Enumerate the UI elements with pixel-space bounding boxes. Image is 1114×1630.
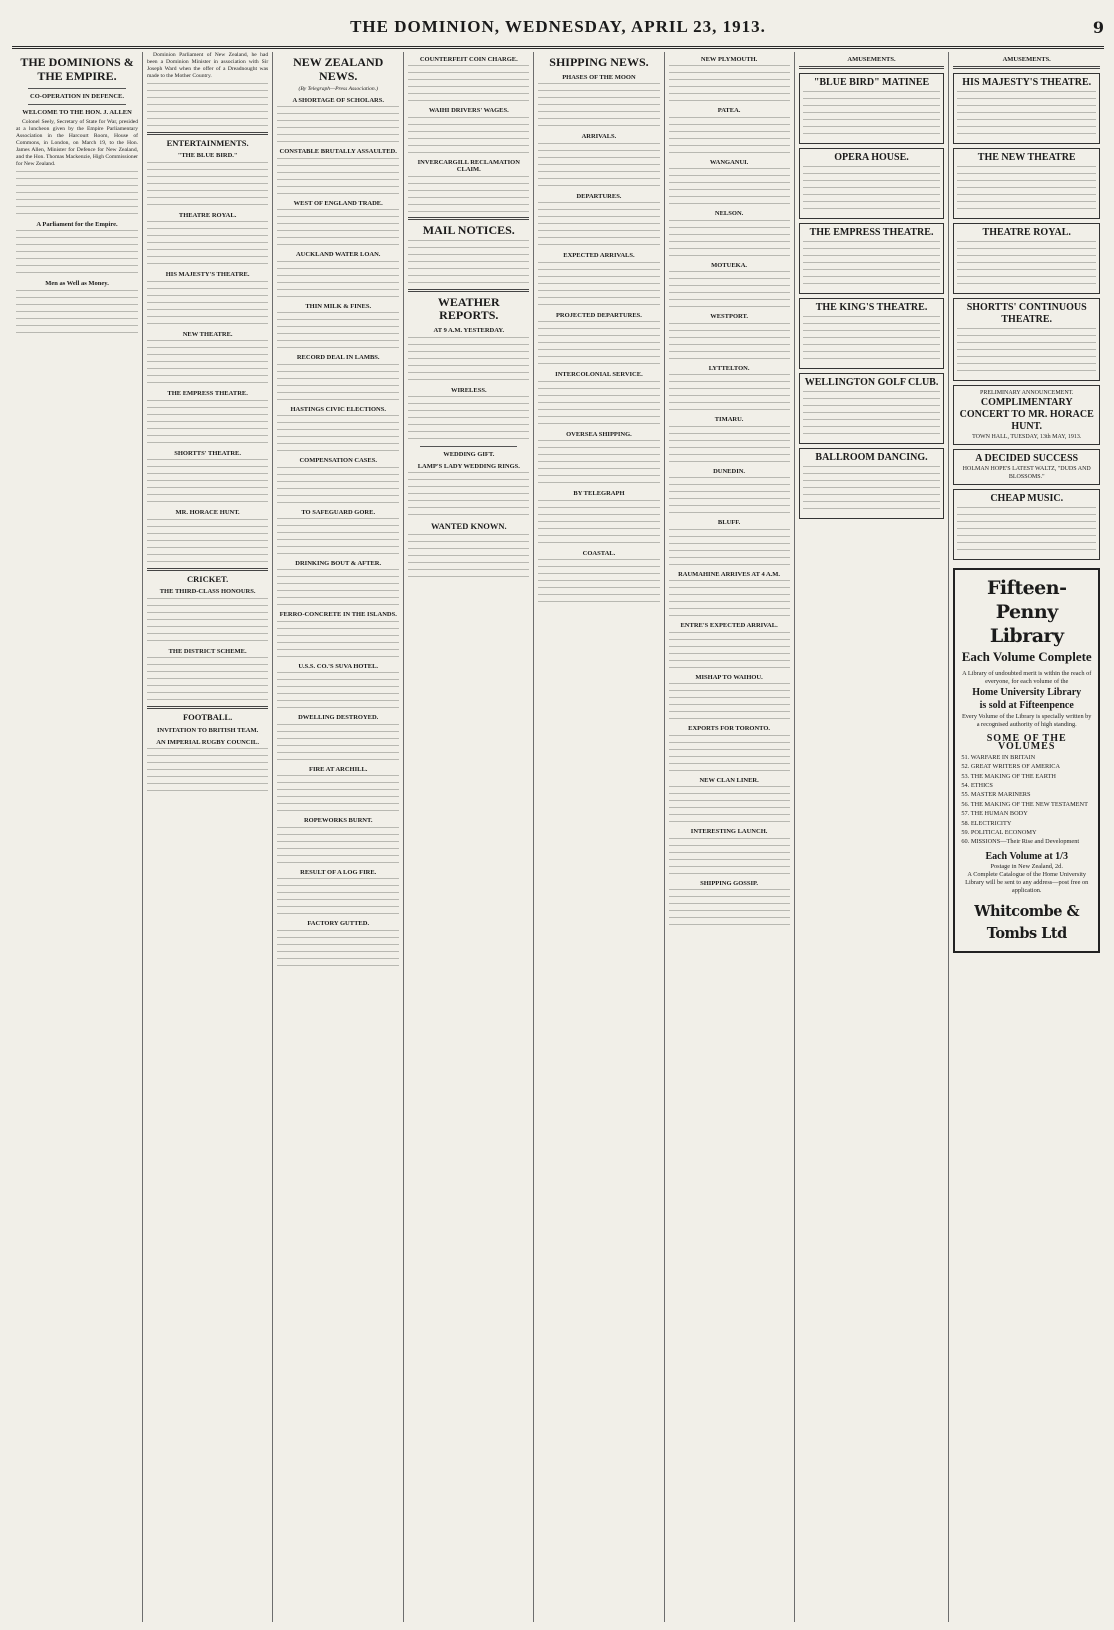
nz-news-subhead: WEST OF ENGLAND TRADE. xyxy=(293,199,383,207)
article-body xyxy=(669,117,790,155)
divider xyxy=(408,289,529,292)
subhead-departures: DEPARTURES. xyxy=(576,192,622,200)
divider xyxy=(28,104,126,105)
article-body xyxy=(277,415,399,453)
shipping-subhead: DUNEDIN. xyxy=(713,467,746,475)
ad-theatre-royal xyxy=(953,223,1100,294)
nz-news-subhead: CONSTABLE BRUTALLY ASSAULTED. xyxy=(279,148,397,156)
column-3 xyxy=(273,52,404,1622)
ad-body xyxy=(803,166,941,212)
ad-title: CHEAP MUSIC. xyxy=(990,493,1064,505)
library-subtitle: Each Volume Complete xyxy=(961,649,1092,665)
ad-blue-bird xyxy=(799,73,945,144)
nz-news-subhead: RESULT OF A LOG FIRE. xyxy=(300,868,377,876)
library-volume: 60. MISSIONS—Their Rise and Development xyxy=(961,838,1080,846)
shipping-subhead: NEW PLYMOUTH. xyxy=(700,56,758,63)
subhead-oversea: OVERSEA SHIPPING. xyxy=(566,430,632,438)
library-volume-list xyxy=(961,753,1092,847)
subhead-wedding-gift: WEDDING GIFT. xyxy=(443,451,495,459)
article-body xyxy=(147,83,268,129)
article-body xyxy=(277,621,399,659)
ad-title: THEATRE ROYAL. xyxy=(982,227,1071,239)
article-body xyxy=(16,230,138,276)
ad-title: A DECIDED SUCCESS xyxy=(975,453,1079,465)
library-volume: 52. GREAT WRITERS OF AMERICA xyxy=(961,763,1060,771)
article-body xyxy=(16,290,138,336)
news-subhead: COUNTERFEIT COIN CHARGE. xyxy=(419,56,518,63)
ad-title: THE NEW THEATRE xyxy=(977,152,1076,164)
column-1 xyxy=(12,52,143,1622)
article-body xyxy=(538,202,659,248)
article-body xyxy=(277,569,399,607)
subhead-invitation: INVITATION TO BRITISH TEAM. xyxy=(156,727,259,735)
shipping-subhead: RAUMAHINE ARRIVES AT 4 A.M. xyxy=(678,570,781,578)
ad-title: OPERA HOUSE. xyxy=(834,152,909,164)
subhead-arrivals: ARRIVALS. xyxy=(581,133,617,141)
library-volume: 53. THE MAKING OF THE EARTH xyxy=(961,772,1056,780)
ad-body xyxy=(803,91,941,137)
article-body xyxy=(669,580,790,618)
nz-news-subhead: U.S.S. CO.'S SUVA HOTEL. xyxy=(298,662,379,670)
columns xyxy=(12,52,1104,1622)
subhead-projected: PROJECTED DEPARTURES. xyxy=(555,311,642,319)
amusements-header: AMUSEMENTS. xyxy=(847,56,896,63)
subhead-theatre-royal: THEATRE ROYAL. xyxy=(178,211,237,219)
nz-news-subhead: TO SAFEGUARD GORE. xyxy=(301,508,376,516)
masthead xyxy=(12,8,1104,49)
subhead-coastal: COASTAL. xyxy=(582,549,616,557)
news-items xyxy=(408,56,529,214)
article-body xyxy=(277,930,399,968)
subhead-weather-time: AT 9 A.M. YESTERDAY. xyxy=(433,327,505,335)
article-body xyxy=(408,65,529,103)
subhead-cooperation: CO-OPERATION IN DEFENCE. xyxy=(30,92,124,100)
page-number: 9 xyxy=(1092,17,1104,37)
nz-news-subhead: ROPEWORKS BURNT. xyxy=(303,817,373,825)
ad-concert xyxy=(953,385,1100,445)
library-volume: 54. ETHICS xyxy=(961,782,993,789)
divider xyxy=(420,446,517,447)
ad-title: THE KING'S THEATRE. xyxy=(815,302,928,314)
subhead-district-scheme: THE DISTRICT SCHEME. xyxy=(168,647,247,655)
library-price-line: is sold at Fifteenpence xyxy=(979,700,1074,712)
headline-entertainments: ENTERTAINMENTS. xyxy=(166,137,249,148)
library-volume: 51. WARFARE IN BRITAIN xyxy=(961,753,1036,761)
article-body xyxy=(538,321,659,367)
library-volume: 59. POLITICAL ECONOMY xyxy=(961,829,1037,837)
article-body xyxy=(147,400,268,446)
article-body xyxy=(277,364,399,402)
byline: (By Telegraph—Press Association.) xyxy=(298,85,378,92)
article-body xyxy=(147,598,268,644)
nz-news-subhead: AUCKLAND WATER LOAN. xyxy=(295,251,381,259)
shipping-subhead: INTERESTING LAUNCH. xyxy=(690,828,768,836)
nz-news-items xyxy=(277,97,399,968)
column-7 xyxy=(795,52,950,1622)
headline-shipping: SHIPPING NEWS. xyxy=(549,55,649,69)
ad-wanted-known: WANTED KNOWN. xyxy=(431,521,507,532)
article-body xyxy=(147,340,268,386)
article-body xyxy=(669,838,790,876)
library-volume: 57. THE HUMAN BODY xyxy=(961,810,1028,818)
ad-body xyxy=(408,472,529,518)
article-body xyxy=(147,281,268,327)
nz-news-subhead: DRINKING BOUT & AFTER. xyxy=(295,559,382,567)
article-body xyxy=(669,786,790,824)
shipping-subhead: ENTRE'S EXPECTED ARRIVAL. xyxy=(680,622,778,630)
nz-news-subhead: HASTINGS CIVIC ELECTIONS. xyxy=(290,405,386,413)
article-body xyxy=(277,672,399,710)
article-body xyxy=(538,559,659,605)
divider xyxy=(147,706,268,709)
ad-empress xyxy=(799,223,945,294)
article-body xyxy=(538,440,659,486)
article-body xyxy=(669,271,790,309)
ad-golf-club xyxy=(799,373,945,444)
subhead-third-class: THE THIRD-CLASS HONOURS. xyxy=(159,588,256,596)
article-body xyxy=(669,220,790,258)
ad-title: SHORTTS' CONTINUOUS THEATRE. xyxy=(966,302,1087,326)
article-body xyxy=(669,683,790,721)
article-body xyxy=(277,724,399,762)
article-body xyxy=(277,467,399,505)
subhead-by-telegraph: BY TELEGRAPH xyxy=(573,490,625,498)
shipping-subhead: BLUFF. xyxy=(717,519,741,527)
ad-body xyxy=(803,241,941,287)
article-body xyxy=(669,374,790,412)
column-6 xyxy=(665,52,795,1622)
divider xyxy=(28,88,126,89)
shipping-subhead: NELSON. xyxy=(714,210,744,218)
library-body: Every Volume of the Library is specially written by a recognised authority of high standing. xyxy=(961,713,1092,729)
library-postage: Postage in New Zealand, 2d. xyxy=(990,862,1063,870)
library-each-volume: Each Volume at 1/3 xyxy=(985,850,1068,862)
shipping-subhead: WANGANUI. xyxy=(709,158,749,166)
shipping-subhead: WESTPORT. xyxy=(710,313,748,321)
article-body xyxy=(408,176,529,214)
ad-title: THE EMPRESS THEATRE. xyxy=(809,227,934,239)
column-5 xyxy=(534,52,664,1622)
article-body xyxy=(147,162,268,208)
library-publisher: Whitcombe & Tombs Ltd xyxy=(974,902,1080,942)
subhead-horace-hunt: MR. HORACE HUNT. xyxy=(175,509,240,517)
nz-news-subhead: FACTORY GUTTED. xyxy=(307,920,370,928)
article-body xyxy=(408,396,529,442)
ad-ballroom xyxy=(799,448,945,519)
subhead-wireless: WIRELESS. xyxy=(451,386,487,394)
ad-body xyxy=(957,241,1096,287)
library-title: Fifteen-Penny Library xyxy=(986,577,1067,648)
shipping-subhead: NEW CLAN LINER. xyxy=(699,776,759,784)
article-body xyxy=(277,518,399,556)
ad-body xyxy=(957,328,1096,374)
library-brand: Home University Library xyxy=(972,687,1082,699)
nz-news-subhead: FERRO-CONCRETE IN THE ISLANDS. xyxy=(279,611,397,619)
ad-body xyxy=(803,466,941,512)
library-intro: A Library of undoubted merit is within the reach of everyone, for each volume of the xyxy=(962,670,1092,686)
nz-news-subhead: FIRE AT ARCHILL. xyxy=(308,765,368,773)
subhead-empress: THE EMPRESS THEATRE. xyxy=(167,390,248,398)
subhead-his-majestys: HIS MAJESTY'S THEATRE. xyxy=(165,271,250,279)
shipping-subhead: EXPORTS FOR TORONTO. xyxy=(688,725,771,733)
article-body xyxy=(538,381,659,427)
column-8 xyxy=(949,52,1104,1622)
article-body xyxy=(277,827,399,865)
divider xyxy=(147,568,268,571)
ad-his-majestys xyxy=(953,73,1100,144)
article-lead: Colonel Seely, Secretary of State for War, presided at a luncheon given by the Empire Parliamentary Association in the Harcourt Room, House of Commons, in London, on March 19, to the Hon. James Allen, Minister for Defence for New Zealand, and the Hon. Thomas Mackenzie, High Commissioner for New Zealand. xyxy=(16,118,139,168)
ad-fifteen-penny-library xyxy=(953,568,1100,952)
article-body xyxy=(669,168,790,206)
divider xyxy=(408,217,529,220)
ad-title: HIS MAJESTY'S THEATRE. xyxy=(962,77,1092,89)
headline-football: FOOTBALL. xyxy=(182,712,233,723)
nz-news-subhead: RECORD DEAL IN LAMBS. xyxy=(296,354,380,362)
ad-lamp: LAMP'S LADY WEDDING RINGS. xyxy=(417,462,520,470)
subhead-men-money: Men as Well as Money. xyxy=(45,280,109,288)
article-body xyxy=(538,500,659,546)
article-body xyxy=(147,221,268,267)
article-body xyxy=(538,143,659,189)
shipping-subhead: TIMARU. xyxy=(714,416,744,424)
article-body xyxy=(669,477,790,515)
subhead-intercolonial: INTERCOLONIAL SERVICE. xyxy=(555,371,643,379)
article-body xyxy=(669,632,790,670)
library-volumes-heading: SOME OF THE VOLUMES xyxy=(986,733,1067,752)
headline-cricket: CRICKET. xyxy=(187,573,229,584)
subhead-shortts: SHORTTS' THEATRE. xyxy=(174,449,241,457)
article-body xyxy=(408,117,529,155)
ad-body: COMPLIMENTARY CONCERT TO MR. HORACE HUNT. xyxy=(959,397,1094,433)
ad-title: PRELIMINARY ANNOUNCEMENT. xyxy=(980,390,1074,397)
library-volume: 56. THE MAKING OF THE NEW TESTAMENT xyxy=(961,800,1088,808)
shipping-subhead: SHIPPING GOSSIP. xyxy=(700,879,759,887)
ad-body: HOLMAN HOPE'S LATEST WALTZ, "DUDS AND BLOSSOMS." xyxy=(962,466,1091,481)
ad-kings-theatre xyxy=(799,298,945,369)
subhead-expected: EXPECTED ARRIVALS. xyxy=(563,252,635,260)
ad-waltz xyxy=(953,449,1100,485)
ad-title: BALLROOM DANCING. xyxy=(815,452,928,464)
masthead-title: THE DOMINION, WEDNESDAY, APRIL 23, 1913. xyxy=(350,17,766,36)
subhead-parliament: A Parliament for the Empire. xyxy=(36,220,118,228)
ad-body xyxy=(957,166,1096,212)
article-body xyxy=(538,262,659,308)
headline-nz-news: NEW ZEALAND NEWS. xyxy=(293,55,384,83)
article-body xyxy=(147,459,268,505)
ad-when: TOWN HALL, TUESDAY, 13th MAY, 1913. xyxy=(972,434,1082,441)
ad-opera-house xyxy=(799,148,945,219)
subhead-new-theatre: NEW THEATRE. xyxy=(182,330,233,338)
article-body xyxy=(277,261,399,299)
shipping-items xyxy=(669,56,790,927)
divider xyxy=(147,132,268,135)
nz-news-subhead: A SHORTAGE OF SCHOLARS. xyxy=(292,96,384,104)
article-body xyxy=(669,65,790,103)
article-body xyxy=(669,529,790,567)
article-body xyxy=(277,106,399,144)
article-body xyxy=(147,657,268,703)
subhead-welcome: WELCOME TO THE HON. J. ALLEN xyxy=(22,109,132,117)
article-body xyxy=(669,323,790,361)
nz-news-subhead: COMPENSATION CASES. xyxy=(299,457,377,465)
article-body xyxy=(277,878,399,916)
shipping-subhead: MOTUEKA. xyxy=(711,261,748,269)
subhead-rugby-council: AN IMPERIAL RUGBY COUNCIL. xyxy=(156,738,259,746)
article-body xyxy=(277,158,399,196)
nz-news-subhead: DWELLING DESTROYED. xyxy=(298,714,379,722)
ad-body xyxy=(408,534,529,580)
news-subhead: INVERCARGILL RECLAMATION CLAIM. xyxy=(417,158,520,174)
ad-title: "BLUE BIRD" MATINEE xyxy=(813,77,930,89)
article-body xyxy=(277,775,399,813)
column-2 xyxy=(143,52,273,1622)
article-body xyxy=(16,171,138,217)
divider xyxy=(953,66,1100,69)
ad-shortts xyxy=(953,298,1100,381)
headline-mail-notices: MAIL NOTICES. xyxy=(422,222,515,237)
article-body xyxy=(408,337,529,383)
ad-cheap-music xyxy=(953,489,1100,560)
shipping-subhead: MISHAP TO WAIHOU. xyxy=(695,673,763,681)
article-body xyxy=(277,312,399,350)
article-body xyxy=(147,748,268,794)
article-body xyxy=(669,426,790,464)
divider xyxy=(799,66,945,69)
ad-title: WELLINGTON GOLF CLUB. xyxy=(804,377,939,389)
ad-new-theatre xyxy=(953,148,1100,219)
shipping-subhead: PATEA. xyxy=(717,107,741,115)
article-body xyxy=(669,889,790,927)
news-subhead: WAIHI DRIVERS' WAGES. xyxy=(428,107,509,115)
ad-body xyxy=(957,507,1096,553)
article-body xyxy=(538,83,659,129)
ad-body xyxy=(803,391,941,437)
article-body xyxy=(277,209,399,247)
ad-body xyxy=(957,91,1096,137)
article-continued: Dominion Parliament of New Zealand, he had been a Dominion Minister in association with Sir Joseph Ward when the offer of a Dreadnought was made to the Mother Country. xyxy=(147,52,269,80)
subhead-moon: PHASES OF THE MOON xyxy=(562,73,636,81)
library-catalogue: A Complete Catalogue of the Home University Library will be sent to any address—post free on application. xyxy=(965,870,1089,894)
article-body xyxy=(408,240,529,286)
ad-body xyxy=(803,316,941,362)
library-volume: 58. ELECTRICITY xyxy=(961,819,1012,827)
amusements-header: AMUSEMENTS. xyxy=(1002,56,1051,63)
article-body xyxy=(147,519,268,565)
nz-news-subhead: THIN MILK & FINES. xyxy=(305,302,372,310)
column-4 xyxy=(404,52,534,1622)
headline-weather: WEATHER REPORTS. xyxy=(437,294,500,323)
subhead-blue-bird: "THE BLUE BIRD." xyxy=(177,152,238,160)
headline-dominions: THE DOMINIONS & THE EMPIRE. xyxy=(20,55,134,83)
shipping-subhead: LYTTELTON. xyxy=(708,364,750,372)
article-body xyxy=(669,735,790,773)
library-volume: 55. MASTER MARINERS xyxy=(961,791,1031,799)
